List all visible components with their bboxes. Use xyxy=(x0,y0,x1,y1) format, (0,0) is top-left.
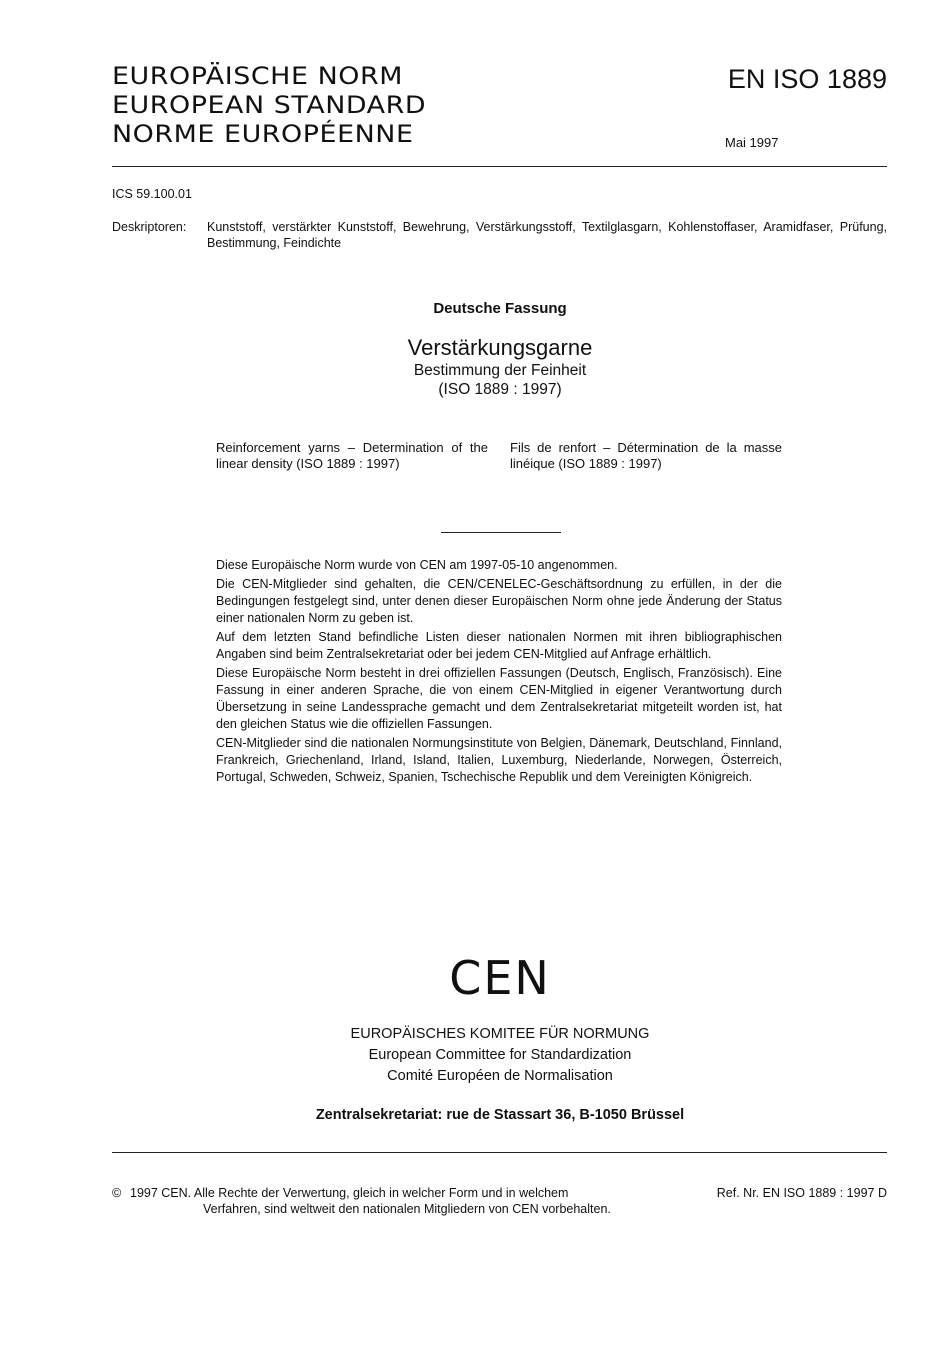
descriptors-label: Deskriptoren: xyxy=(112,220,187,234)
ics-code: ICS 59.100.01 xyxy=(112,187,192,201)
publication-date: Mai 1997 xyxy=(725,135,779,150)
document-series-title xyxy=(112,62,426,149)
paragraph-obligations: Die CEN-Mitglieder sind gehalten, die CEN/CENELEC-Geschäftsordnung zu erfüllen, in der die Bedingungen festgelegt sind, unter denen dieser Europäischen Norm ohne jede Änderung der Status einer nationalen Norm zu geben ist. xyxy=(216,577,782,625)
copyright-notice xyxy=(130,1185,690,1217)
central-secretariat-address: Zentralsekretariat: rue de Stassart 36, B-1050 Brüssel xyxy=(315,1107,685,1123)
paragraph-members: CEN-Mitglieder sind die nationalen Normungsinstitute von Belgien, Dänemark, Deutschland, Finnland, Frankreich, Griechenland, Irland, Island, Italien, Luxemburg, Niederlande, Norwegen, Österreich, Portugal, Schweden, Schweiz, Spanien, Tschechische Republik und dem Vereinigten Königreich. xyxy=(216,736,782,784)
paragraph-versions: Diese Europäische Norm besteht in drei offiziellen Fassungen (Deutsch, Englisch, Französisch). Eine Fassung in einer anderen Sprache, die von einem CEN-Mitglied in eigener Verantwortung durch Übersetzung in seine Landessprache gemacht und dem Zentralsekretariat mitgeteilt worden ist, hat den gleichen Status wie die offiziellen Fassungen. xyxy=(216,666,782,731)
committee-name-french: Comité Européen de Normalisation xyxy=(387,1068,613,1084)
copyright-line-1: 1997 CEN. Alle Rechte der Verwertung, gleich in welcher Form und in welchem xyxy=(130,1186,569,1200)
paragraph-lists: Auf dem letzten Stand befindliche Listen dieser nationalen Normen mit ihren bibliographischen Angaben sind beim Zentralsekretariat oder bei jedem CEN-Mitglied auf Anfrage erhältlich. xyxy=(216,630,782,661)
document-title: Verstärkungsgarne xyxy=(407,335,593,360)
reference-number: Ref. Nr. EN ISO 1889 : 1997 D xyxy=(716,1186,887,1200)
english-title: Reinforcement yarns – Determination of the linear density (ISO 1889 : 1997) xyxy=(216,440,488,471)
descriptors-text: Kunststoff, verstärkter Kunststoff, Bewehrung, Verstärkungsstoff, Textilglasgarn, Kohlenstoffaser, Aramidfaser, Prüfung, Bestimmung, Feindichte xyxy=(207,220,887,250)
section-divider xyxy=(441,532,561,533)
title-german: EUROPÄISCHE NORM xyxy=(112,62,403,90)
committee-name-english: European Committee for Standardization xyxy=(368,1047,632,1063)
paragraph-adoption: Diese Europäische Norm wurde von CEN am 1997-05-10 angenommen. xyxy=(216,558,618,572)
adoption-notice xyxy=(216,557,782,788)
standard-number: EN ISO 1889 xyxy=(727,64,887,94)
language-version: Deutsche Fassung xyxy=(433,300,567,317)
title-english: EUROPEAN STANDARD xyxy=(112,91,427,119)
footer-divider xyxy=(112,1152,887,1153)
copyright-line-2: Verfahren, sind weltweit den nationalen Mitgliedern von CEN vorbehalten. xyxy=(203,1202,611,1216)
iso-reference: (ISO 1889 : 1997) xyxy=(438,381,562,398)
committee-name-german: EUROPÄISCHES KOMITEE FÜR NORMUNG xyxy=(350,1026,650,1042)
french-title: Fils de renfort – Détermination de la masse linéique (ISO 1889 : 1997) xyxy=(510,440,782,471)
copyright-icon: © xyxy=(112,1186,122,1200)
cen-logo: CEN xyxy=(449,951,551,1005)
title-french: NORME EUROPÉENNE xyxy=(112,120,414,148)
document-subtitle: Bestimmung der Feinheit xyxy=(413,362,587,379)
header-divider xyxy=(112,166,887,167)
